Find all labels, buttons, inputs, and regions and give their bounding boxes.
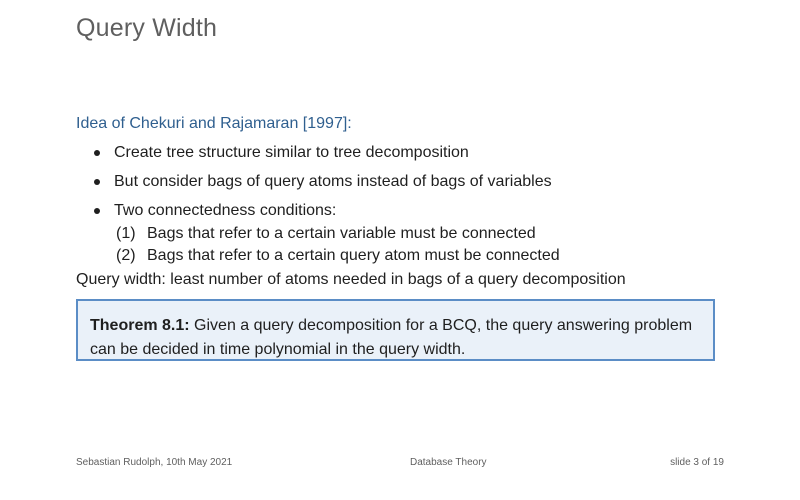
footer-author: Sebastian Rudolph, 10th May 2021 bbox=[76, 457, 233, 468]
bullet-text: But consider bags of query atoms instead of bags of variables bbox=[114, 173, 552, 190]
query-width-definition: Query width: least number of atoms needed in bags of a query decomposition bbox=[76, 271, 626, 288]
condition-text: Bags that refer to a certain variable must be connected bbox=[147, 225, 536, 242]
bullet-list bbox=[94, 143, 694, 276]
bullet-item bbox=[94, 143, 694, 163]
lead-text: Idea of Chekuri and Rajamaran [1997]: bbox=[76, 115, 352, 132]
bullet-icon bbox=[94, 179, 100, 185]
theorem-box bbox=[76, 299, 715, 361]
bullet-icon bbox=[94, 150, 100, 156]
bullet-icon bbox=[94, 208, 100, 214]
footer-slide-number: slide 3 of 19 bbox=[670, 457, 724, 468]
condition-number: (1) bbox=[116, 225, 136, 242]
theorem-label: Theorem 8.1: bbox=[90, 317, 190, 334]
bullet-item bbox=[94, 201, 694, 267]
condition-text: Bags that refer to a certain query atom must be connected bbox=[147, 247, 560, 264]
theorem-text: Given a query decomposition for a BCQ, the query answering problem can be decided in time polynomial in the query width. bbox=[90, 317, 693, 358]
condition-number: (2) bbox=[116, 247, 136, 264]
footer-course: Database Theory bbox=[410, 457, 487, 468]
condition-item bbox=[116, 223, 694, 245]
bullet-item bbox=[94, 172, 694, 192]
condition-list bbox=[116, 223, 694, 267]
condition-item bbox=[116, 245, 694, 267]
slide-title: Query Width bbox=[76, 14, 218, 42]
bullet-text: Create tree structure similar to tree decomposition bbox=[114, 144, 469, 161]
bullet-text: Two connectedness conditions: bbox=[114, 202, 337, 219]
